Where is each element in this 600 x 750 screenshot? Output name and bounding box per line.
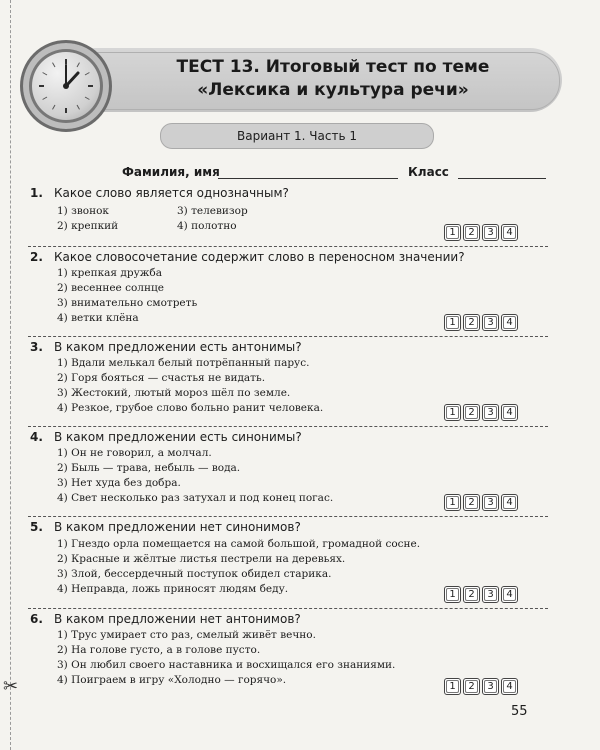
answer-box-1[interactable]: 1: [444, 404, 461, 421]
answer-option: 3) Он любил своего наставника и восхищался его знаниями.: [57, 659, 396, 671]
answer-box-4[interactable]: 4: [501, 224, 518, 241]
name-label: Фамилия, имя: [122, 165, 220, 179]
answer-option: 2) Горя бояться — счастья не видать.: [57, 372, 266, 384]
answer-option: 2) На голове густо, а в голове пусто.: [57, 644, 261, 656]
question-text: В каком предложении нет антонимов?: [54, 612, 301, 626]
answer-box-4[interactable]: 4: [501, 494, 518, 511]
answer-box-3[interactable]: 3: [482, 678, 499, 695]
answer-box-1[interactable]: 1: [444, 224, 461, 241]
answer-option: 3) телевизор: [177, 205, 248, 217]
page-number: 55: [511, 704, 528, 719]
answer-box-2[interactable]: 2: [463, 404, 480, 421]
answer-option: 2) крепкий: [57, 220, 119, 232]
question-divider: [28, 336, 548, 337]
answer-option: 3) Злой, бессердечный поступок обидел старика.: [57, 568, 332, 580]
answer-box-1[interactable]: 1: [444, 678, 461, 695]
answer-option: 4) ветки клёна: [57, 312, 139, 324]
question-text: Какое слово является однозначным?: [54, 186, 289, 200]
class-input-line[interactable]: [458, 178, 546, 179]
answer-box-3[interactable]: 3: [482, 404, 499, 421]
answer-box-1[interactable]: 1: [444, 586, 461, 603]
answer-boxes: [444, 586, 518, 603]
question-divider: [28, 246, 548, 247]
answer-box-1[interactable]: 1: [444, 494, 461, 511]
question-divider: [28, 608, 548, 609]
question-text: В каком предложении есть антонимы?: [54, 340, 302, 354]
answer-box-1[interactable]: 1: [444, 314, 461, 331]
test-topic: «Лексика и культура речи»: [197, 80, 469, 100]
variant-label: Вариант 1. Часть 1: [160, 123, 434, 149]
name-input-line[interactable]: [218, 178, 398, 179]
answer-box-4[interactable]: 4: [501, 314, 518, 331]
answer-boxes: [444, 314, 518, 331]
answer-boxes: [444, 494, 518, 511]
question-text: В каком предложении есть синонимы?: [54, 430, 302, 444]
answer-box-2[interactable]: 2: [463, 678, 480, 695]
question-number: 5.: [30, 520, 43, 534]
answer-option: 4) полотно: [177, 220, 237, 232]
answer-option: 1) Гнездо орла помещается на самой большой, громадной сосне.: [57, 538, 421, 550]
answer-option: 3) Нет худа без добра.: [57, 477, 181, 489]
answer-option: 2) Быль — трава, небыль — вода.: [57, 462, 241, 474]
question-number: 2.: [30, 250, 43, 264]
answer-option: 4) Неправда, ложь приносят людям беду.: [57, 583, 289, 595]
answer-option: 4) Свет несколько раз затухал и под конец погас.: [57, 492, 334, 504]
answer-box-4[interactable]: 4: [501, 586, 518, 603]
question-number: 4.: [30, 430, 43, 444]
answer-option: 3) внимательно смотреть: [57, 297, 198, 309]
question-text: В каком предложении нет синонимов?: [54, 520, 301, 534]
question-number: 6.: [30, 612, 43, 626]
scissors-icon: ✂: [3, 676, 19, 697]
answer-option: 1) звонок: [57, 205, 109, 217]
question-number: 3.: [30, 340, 43, 354]
answer-option: 3) Жестокий, лютый мороз шёл по земле.: [57, 387, 291, 399]
answer-box-3[interactable]: 3: [482, 494, 499, 511]
answer-box-2[interactable]: 2: [463, 586, 480, 603]
answer-option: 1) Трус умирает сто раз, смелый живёт вечно.: [57, 629, 316, 641]
class-label: Класс: [408, 165, 449, 179]
answer-boxes: [444, 404, 518, 421]
answer-option: 1) Он не говорил, а молчал.: [57, 447, 212, 459]
clock-icon: [20, 40, 112, 132]
answer-option: 1) крепкая дружба: [57, 267, 162, 279]
answer-option: 4) Поиграем в игру «Холодно — горячо».: [57, 674, 287, 686]
answer-box-2[interactable]: 2: [463, 314, 480, 331]
cut-line: [10, 0, 11, 750]
answer-boxes: [444, 224, 518, 241]
question-text: Какое словосочетание содержит слово в переносном значении?: [54, 250, 465, 264]
answer-box-3[interactable]: 3: [482, 224, 499, 241]
question-divider: [28, 516, 548, 517]
answer-box-3[interactable]: 3: [482, 314, 499, 331]
question-divider: [28, 426, 548, 427]
answer-option: 4) Резкое, грубое слово больно ранит человека.: [57, 402, 324, 414]
answer-box-2[interactable]: 2: [463, 494, 480, 511]
answer-box-4[interactable]: 4: [501, 678, 518, 695]
question-number: 1.: [30, 186, 43, 200]
answer-option: 2) весеннее солнце: [57, 282, 164, 294]
answer-box-2[interactable]: 2: [463, 224, 480, 241]
answer-option: 2) Красные и жёлтые листья пестрели на деревьях.: [57, 553, 346, 565]
answer-option: 1) Вдали мелькал белый потрёпанный парус.: [57, 357, 310, 369]
answer-box-3[interactable]: 3: [482, 586, 499, 603]
answer-box-4[interactable]: 4: [501, 404, 518, 421]
test-title: ТЕСТ 13. Итоговый тест по теме: [176, 57, 490, 77]
answer-boxes: [444, 678, 518, 695]
